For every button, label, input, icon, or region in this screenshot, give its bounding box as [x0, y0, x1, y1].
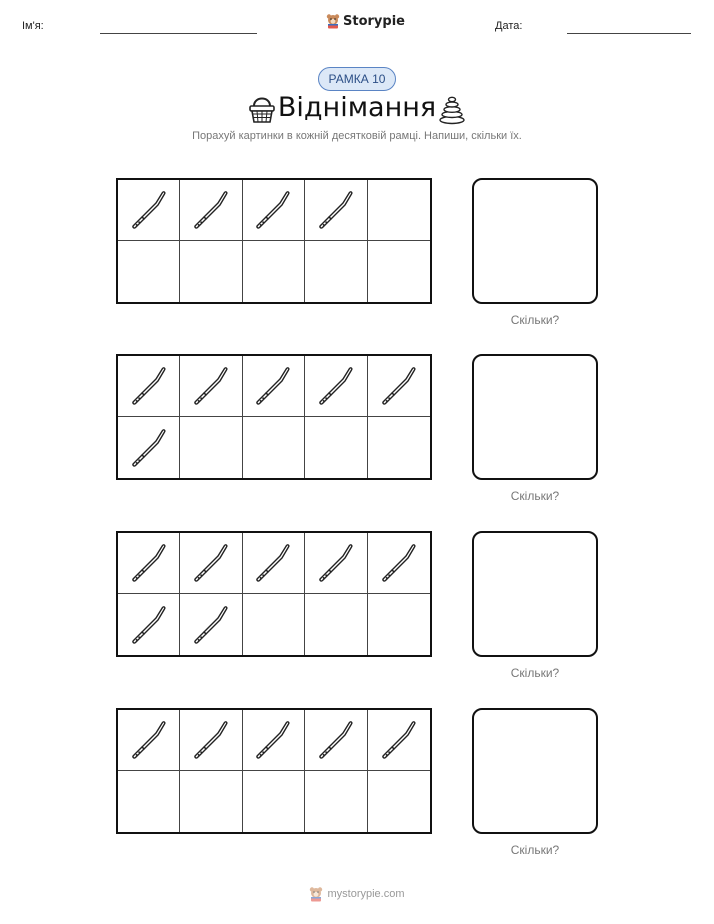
knife-icon	[127, 424, 171, 472]
frame-cell	[180, 356, 242, 417]
knife-icon	[189, 716, 233, 764]
answer-box-2[interactable]	[472, 354, 598, 480]
frame-cell	[118, 771, 180, 832]
frame-cell	[305, 417, 367, 478]
knife-icon	[251, 716, 295, 764]
brand-name: Storypie	[343, 13, 405, 29]
frame-cell	[305, 594, 367, 655]
frame-cell	[118, 417, 180, 478]
frame-cell	[118, 533, 180, 594]
knife-icon	[189, 539, 233, 587]
frame-cell	[368, 417, 430, 478]
answer-box-1[interactable]	[472, 178, 598, 304]
knife-icon	[127, 186, 171, 234]
knife-icon	[189, 601, 233, 649]
frame-cell	[118, 356, 180, 417]
frame-cell	[368, 771, 430, 832]
frame-cell	[243, 180, 305, 241]
frame-cell	[118, 710, 180, 771]
stacked-stones-icon	[436, 93, 468, 125]
frame-cell	[368, 356, 430, 417]
frame-cell	[368, 533, 430, 594]
knife-icon	[377, 716, 421, 764]
knife-icon	[189, 186, 233, 234]
knife-icon	[127, 539, 171, 587]
knife-icon	[377, 362, 421, 410]
frame-cell	[305, 180, 367, 241]
knife-icon	[251, 362, 295, 410]
frame-cell	[305, 710, 367, 771]
frame-cell	[180, 710, 242, 771]
brand-logo	[326, 13, 405, 29]
name-label: Ім'я:	[22, 20, 44, 32]
page-title: Віднімання	[277, 92, 437, 123]
frame-badge: РАМКА 10	[318, 67, 396, 91]
ten-frame-1	[116, 178, 432, 304]
frame-cell	[180, 594, 242, 655]
answer-prompt-3: Скільки?	[510, 666, 560, 680]
frame-cell	[180, 771, 242, 832]
frame-cell	[180, 533, 242, 594]
footer-url: mystorypie.com	[327, 888, 405, 900]
knife-icon	[314, 362, 358, 410]
bear-icon	[326, 13, 340, 29]
date-line[interactable]	[567, 33, 691, 34]
frame-cell	[243, 533, 305, 594]
answer-box-3[interactable]	[472, 531, 598, 657]
knife-icon	[127, 716, 171, 764]
knife-icon	[314, 716, 358, 764]
frame-cell	[243, 771, 305, 832]
knife-icon	[314, 186, 358, 234]
frame-cell	[243, 356, 305, 417]
answer-prompt-4: Скільки?	[510, 843, 560, 857]
answer-prompt-1: Скільки?	[510, 313, 560, 327]
frame-cell	[243, 710, 305, 771]
frame-cell	[118, 180, 180, 241]
frame-cell	[368, 594, 430, 655]
frame-cell	[243, 241, 305, 302]
ten-frame-3	[116, 531, 432, 657]
knife-icon	[127, 362, 171, 410]
knife-icon	[251, 186, 295, 234]
frame-cell	[243, 594, 305, 655]
footer	[0, 886, 714, 902]
ten-frame-4	[116, 708, 432, 834]
frame-cell	[368, 710, 430, 771]
knife-icon	[377, 539, 421, 587]
frame-cell	[180, 241, 242, 302]
frame-cell	[368, 241, 430, 302]
frame-cell	[305, 356, 367, 417]
frame-cell	[180, 180, 242, 241]
frame-cell	[305, 771, 367, 832]
frame-cell	[118, 594, 180, 655]
knife-icon	[251, 539, 295, 587]
knife-icon	[189, 362, 233, 410]
knife-icon	[127, 601, 171, 649]
frame-cell	[180, 417, 242, 478]
knife-icon	[314, 539, 358, 587]
frame-cell	[305, 533, 367, 594]
ten-frame-2	[116, 354, 432, 480]
frame-cell	[368, 180, 430, 241]
frame-cell	[243, 417, 305, 478]
date-label: Дата:	[495, 20, 523, 32]
answer-box-4[interactable]	[472, 708, 598, 834]
bear-icon	[309, 886, 323, 902]
instructions: Порахуй картинки в кожній десятковій рамці. Напиши, скільки їх.	[192, 130, 522, 142]
frame-cell	[305, 241, 367, 302]
frame-cell	[118, 241, 180, 302]
answer-prompt-2: Скільки?	[510, 489, 560, 503]
name-line[interactable]	[100, 33, 257, 34]
